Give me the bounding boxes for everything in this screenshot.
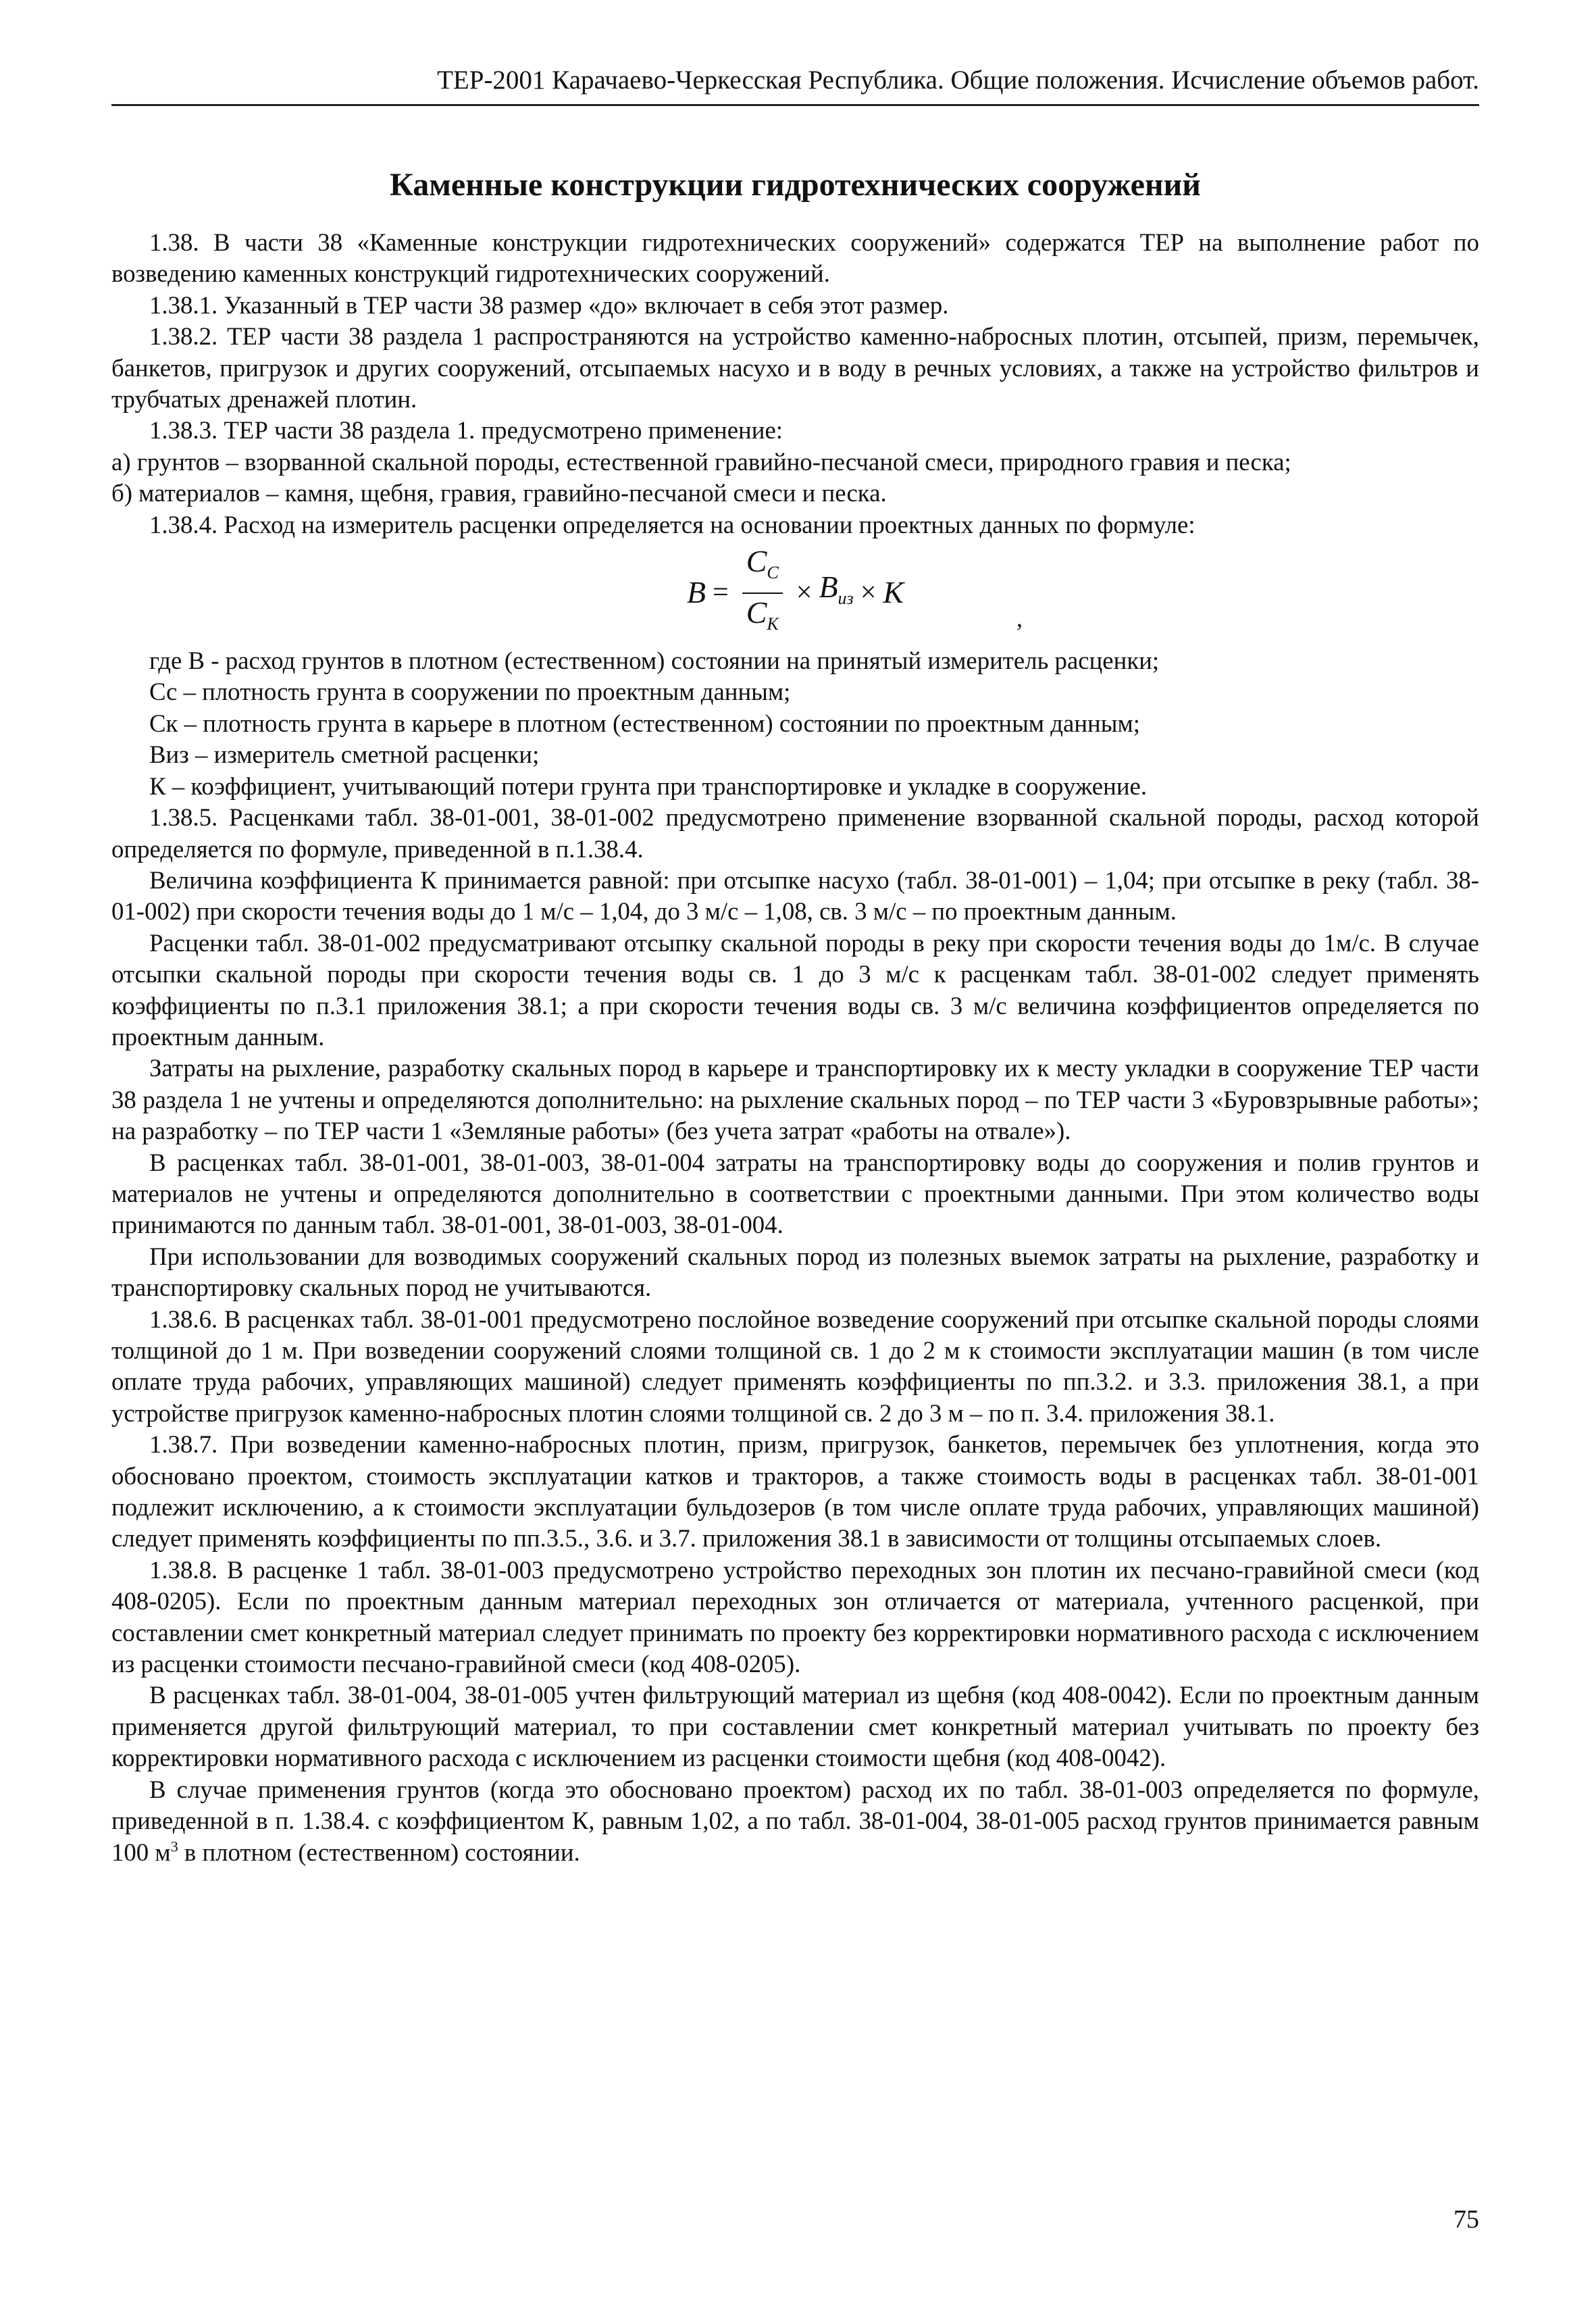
definition-ck: Ск – плотность грунта в карьере в плотном (естественном) состоянии по проектным данным;	[149, 709, 1140, 737]
formula-trailing-comma: ,	[1016, 605, 1023, 632]
paragraph-38-01-002: Расценки табл. 38-01-002 предусматривают отсыпку скальной породы в реку при скорости течения воды до 1м/с. В случае отсыпки скальной породы при скорости течения воды св. 1 до 3 м/с к расценкам табл. 38-01-002 следует применять коэффициенты по п.3.1 приложения 38.1; а при скорости течения воды св. 3 м/с величина коэффициентов определяется по проектным данным.	[111, 928, 1479, 1051]
formula	[111, 540, 1479, 645]
paragraph-soil-usage: В случае применения грунтов (когда это обосновано проектом) расход их по табл. 38-01-003 определяется по формуле, приведенной в п. 1.38.4. с коэффициентом К, равным 1,02, а по табл. 38-01-004, 38-01-005 расход грунтов принимается равным 100 $м^3$ в плотном (естественном) состоянии.	[111, 1775, 1479, 1866]
paragraph-water-costs: В расценках табл. 38-01-001, 38-01-003, 38-01-004 затраты на транспортировку воды до сооружения и полив грунтов и материалов не учтены и определяются дополнительно в соответствии с проектными данными. При этом количество воды принимаются по данным табл. 38-01-001, 38-01-003, 38-01-004.	[111, 1148, 1479, 1239]
body-text	[111, 227, 1479, 1868]
paragraph-useful-excavations: При использовании для возводимых сооружений скальных пород из полезных выемок затраты на рыхление, разработку и транспортировку скальных пород не учитываются.	[111, 1242, 1479, 1302]
paragraph-1-38-2: 1.38.2. ТЕР части 38 раздела 1 распространяются на устройство каменно-набросных плотин, отсыпей, призм, перемычек, банкетов, пригрузок и других сооружений, отсыпаемых насухо и в воду в речных условиях, а также на устройство фильтров и трубчатых дренажей плотин.	[111, 322, 1479, 413]
formula-fraction	[742, 543, 783, 643]
paragraph-1-38-7: 1.38.7. При возведении каменно-набросных плотин, призм, пригрузок, банкетов, перемычек без уплотнения, когда это обосновано проектом, стоимость эксплуатации катков и тракторов, а также стоимость воды в расценках табл. 38-01-001 подлежит исключению, а к стоимости эксплуатации бульдозеров (в том числе оплате труда рабочих, управляющих машиной) следует применять коэффициенты по пп.3.5., 3.6. и 3.7. приложения 38.1 в зависимости от толщины отсыпаемых слоев.	[111, 1430, 1479, 1553]
formula-lhs: B	[686, 575, 706, 610]
paragraph-1-38-1: 1.38.1. Указанный в ТЕР части 38 размер «до» включает в себя этот размер.	[149, 291, 949, 319]
formula-numerator: $C_C$	[746, 544, 779, 583]
paragraph-1-38-6: 1.38.6. В расценках табл. 38-01-001 предусмотрено послойное возведение сооружений при отсыпке скальной породы слоями толщиной до 1 м. При возведении сооружений слоями толщиной св. 1 до 2 м к стоимости эксплуатации машин (в том числе оплате труда рабочих, управляющих машиной) следует применять коэффициенты по пп.3.2. и 3.3. приложения 38.1, а при устройстве пригрузок каменно-набросных плотин слоями толщиной св. 2 до 3 м – по п. 3.4. приложения 38.1.	[111, 1305, 1479, 1427]
page-number: 75	[1453, 2205, 1479, 2234]
section-title: Каменные конструкции гидротехнических сооружений	[390, 167, 1201, 203]
definition-k: К – коэффициент, учитывающий потери грунта при транспортировке и укладке в сооружение.	[149, 772, 1148, 800]
paragraph-loosening-costs: Затраты на рыхление, разработку скальных пород в карьере и транспортировку их к месту укладки в сооружение ТЕР части 38 раздела 1 не учтены и определяются дополнительно: на рыхление скальных пород – по ТЕР части 3 «Буровзрывные работы»; на разработку – по ТЕР части 1 «Земляные работы» (без учета затрат «работы на отвале»).	[111, 1054, 1479, 1145]
header-divider	[111, 104, 1479, 106]
formula-times-2: ×	[860, 577, 877, 609]
formula-times-1: ×	[796, 577, 813, 609]
formula-equals: =	[713, 577, 729, 609]
definition-b: где В - расход грунтов в плотном (естественном) состоянии на принятый измеритель расценки;	[149, 647, 1160, 675]
formula-denominator: $C_K$	[746, 595, 779, 634]
paragraph-k-values: Величина коэффициента К принимается равной: при отсыпке насухо (табл. 38-01-001) – 1,04; при отсыпке в реку (табл. 38-01-002) при скорости течения воды до 1 м/с – 1,04, до 3 м/с – 1,08, св. 3 м/с – по проектным данным.	[111, 865, 1479, 926]
paragraph-filter-material: В расценках табл. 38-01-004, 38-01-005 учтен фильтрующий материал из щебня (код 408-0042). Если по проектным данным применяется другой фильтрующий материал, то при составлении смет конкретный материал учитывать по проекту без корректировки нормативного расхода с исключением из расценки стоимости щебня (код 408-0042).	[111, 1681, 1479, 1772]
list-item-b: б) материалов – камня, щебня, гравия, гравийно-песчаной смеси и песка.	[111, 479, 887, 507]
paragraph-1-38-4: 1.38.4. Расход на измеритель расценки определяется на основании проектных данных по формуле:	[149, 510, 1195, 538]
paragraph-1-38-3: 1.38.3. ТЕР части 38 раздела 1. предусмотрено применение:	[149, 416, 783, 445]
paragraph-1-38-5: 1.38.5. Расценками табл. 38-01-001, 38-01-002 предусмотрено применение взорванной скальной породы, расход которой определяется по формуле, приведенной в п.1.38.4.	[111, 803, 1479, 863]
running-header: ТЕР-2001 Карачаево-Черкесская Республика. Общие положения. Исчисление объемов работ.	[437, 66, 1479, 95]
definition-viz: Виз – измеритель сметной расценки;	[149, 740, 540, 769]
formula-middle-term: $B_{из}$	[819, 569, 854, 608]
paragraph-1-38: 1.38. В части 38 «Каменные конструкции гидротехнических сооружений» содержатся ТЕР на выполнение работ по возведению каменных конструкций гидротехнических сооружений.	[111, 228, 1479, 288]
paragraph-1-38-8: 1.38.8. В расценке 1 табл. 38-01-003 предусмотрено устройство переходных зон плотин их песчано-гравийной смеси (код 408-0205). Если по проектным данным материал переходных зон отличается от материала, учтенного расценкой, при составлении смет конкретный материал следует принимать по проекту без корректировки нормативного расхода с исключением из расценки стоимости песчано-гравийной смеси (код 408-0205).	[111, 1555, 1479, 1678]
definition-cc: Сс – плотность грунта в сооружении по проектным данным;	[149, 678, 791, 706]
formula-rhs: K	[883, 575, 904, 610]
list-item-a: а) грунтов – взорванной скальной породы, естественной гравийно-песчаной смеси, природного гравия и песка;	[111, 447, 1291, 476]
